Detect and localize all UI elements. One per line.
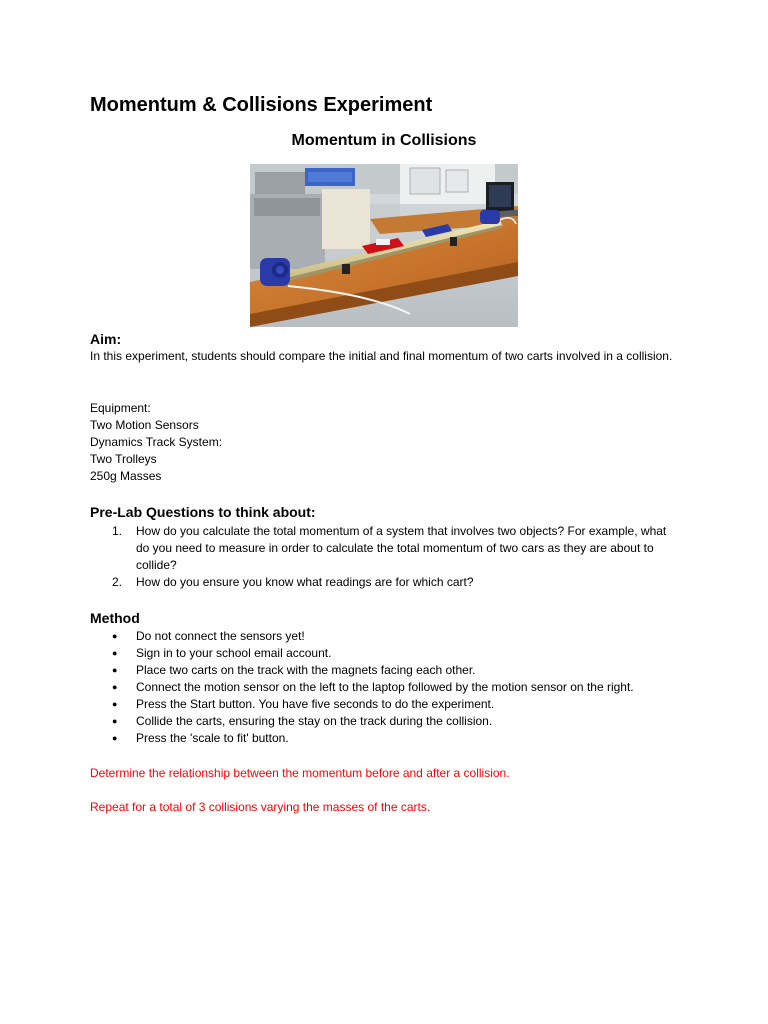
equipment-item: 250g Masses (90, 469, 162, 483)
question-number: 2. (112, 575, 123, 589)
equipment-section (90, 400, 680, 485)
prelab-question (90, 574, 680, 591)
equipment-item: Two Motion Sensors (90, 418, 199, 432)
bullet-icon: ● (112, 733, 118, 743)
equipment-item: Two Trolleys (90, 452, 157, 466)
bullet-icon: ● (112, 716, 118, 726)
method-step: ● Sign in to your school email account. (112, 646, 332, 660)
bullet-icon: ● (112, 665, 118, 675)
method-step: ● Place two carts on the track with the magnets facing each other. (112, 663, 476, 677)
document-subtitle: Momentum in Collisions (291, 132, 477, 149)
bullet-icon: ● (112, 682, 118, 692)
equipment-heading: Equipment: (90, 401, 151, 415)
method-step: ● Press the Start button. You have five seconds to do the experiment. (112, 697, 495, 711)
method-step: ● Collide the carts, ensuring the stay on the track during the collision. (112, 714, 493, 728)
question-text: How do you ensure you know what readings are for which cart? (136, 575, 474, 589)
prelab-question-list (90, 523, 680, 591)
equipment-item: Dynamics Track System: (90, 435, 223, 449)
repeat-note: Repeat for a total of 3 collisions varying the masses of the carts. (90, 800, 431, 814)
method-step-list (90, 628, 680, 747)
prelab-question (90, 523, 680, 574)
relationship-note: Determine the relationship between the momentum before and after a collision. (90, 766, 510, 780)
question-number: 1. (112, 524, 123, 538)
method-step: ● Do not connect the sensors yet! (112, 629, 305, 643)
aim-text: In this experiment, students should compare the initial and final momentum of two carts involved in a collision. (90, 349, 673, 363)
experiment-photo-illustration (250, 164, 518, 327)
bullet-icon: ● (112, 631, 118, 641)
method-step: ● Connect the motion sensor on the left to the laptop followed by the motion sensor on the right. (112, 680, 634, 694)
method-step: ● Press the 'scale to fit' button. (112, 731, 289, 745)
bullet-icon: ● (112, 648, 118, 658)
aim-heading: Aim: (90, 331, 122, 347)
prelab-heading: Pre-Lab Questions to think about: (90, 504, 316, 520)
experiment-photo (250, 164, 518, 327)
question-text: How do you calculate the total momentum of a system that involves two objects? For example, what do you need to measure in order to calculate the total momentum of two cars as they are about to collide? (136, 524, 667, 572)
document-title: Momentum & Collisions Experiment (90, 94, 433, 116)
bullet-icon: ● (112, 699, 118, 709)
method-heading: Method (90, 610, 140, 626)
